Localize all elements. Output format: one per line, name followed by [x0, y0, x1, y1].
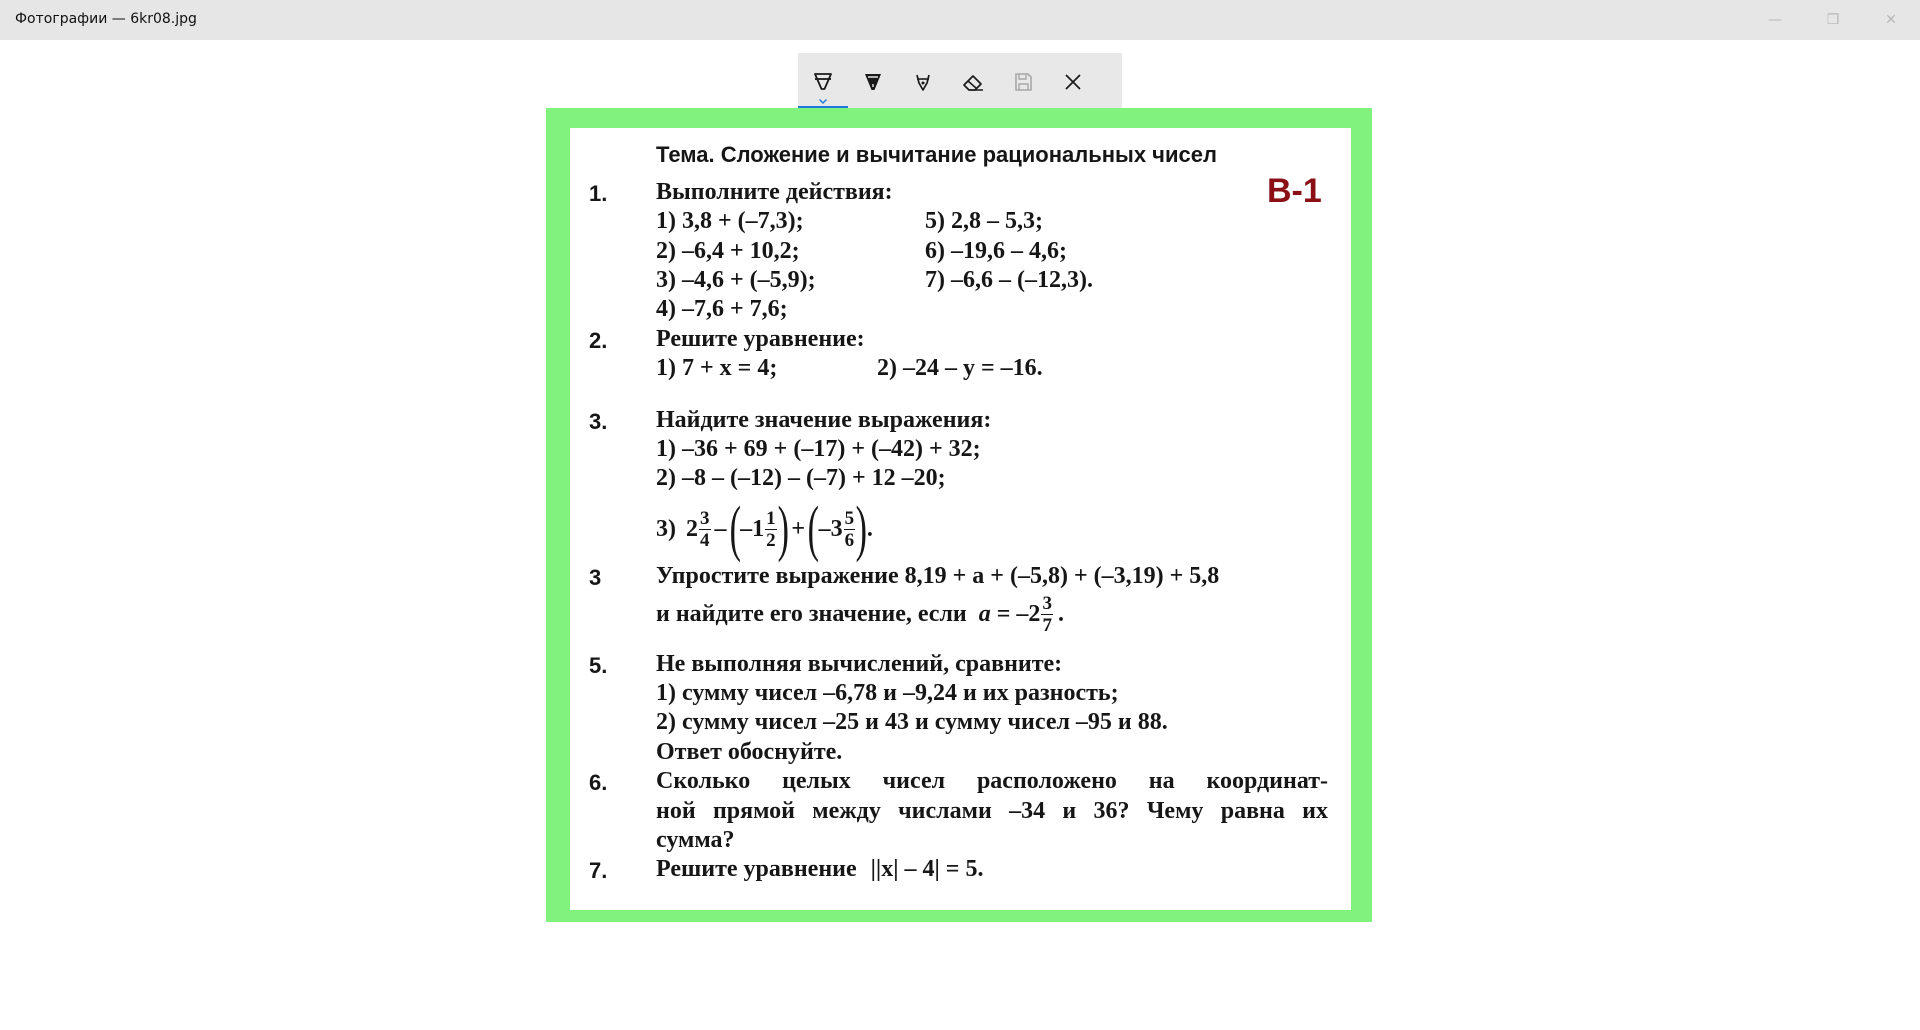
variant-label: В-1: [1267, 172, 1322, 210]
q3-item-1: 1) –36 + 69 + (–17) + (–42) + 32;: [656, 436, 981, 462]
q1-item-1: 1) 3,8 + (–7,3);: [656, 208, 804, 234]
photo-frame: [546, 108, 1372, 922]
fraction-1: [699, 508, 711, 551]
question-number-5: 5.: [589, 653, 608, 678]
question-number-2: 2.: [589, 328, 608, 353]
ballpoint-pen-icon: [812, 71, 834, 93]
paren-close-2: ): [855, 495, 868, 563]
close-icon: [1063, 72, 1083, 92]
question-number-3: 3.: [589, 409, 608, 434]
q3-text: Найдите значение выражения:: [656, 407, 992, 433]
window-title: Фотографии — 6kr08.jpg: [15, 11, 197, 27]
expression-end: .: [866, 515, 873, 542]
q2-item-2: 2) –24 – y = –16.: [877, 355, 1043, 381]
fraction-1-denominator: 4: [700, 529, 710, 551]
ballpoint-pen-button[interactable]: [798, 53, 848, 111]
q1-item-4: 4) –7,6 + 7,6;: [656, 296, 788, 322]
q6-line-2: ной прямой между числами –34 и 36? Чему равна их: [656, 798, 1328, 824]
pencil-icon: [862, 71, 884, 93]
question-number-7: 7.: [589, 858, 608, 883]
q5-line-1: Не выполняя вычислений, сравните:: [656, 651, 1063, 677]
save-icon: [1012, 71, 1034, 93]
window-controls: [1746, 0, 1920, 40]
q5-line-2: 1) сумму чисел –6,78 и –9,24 и их разность;: [656, 680, 1119, 706]
q1-item-3: 3) –4,6 + (–5,9);: [656, 267, 816, 293]
maximize-button[interactable]: ❐: [1826, 12, 1840, 28]
ink-toolbar: [798, 53, 1122, 111]
q2-item-1: 1) 7 + x = 4;: [656, 355, 778, 381]
worksheet: [570, 128, 1351, 910]
q4-fraction-numerator: 3: [1042, 592, 1052, 614]
fraction-1-numerator: 3: [700, 507, 710, 529]
mixed-whole-2: –1: [740, 515, 765, 542]
save-button[interactable]: [998, 53, 1048, 111]
calligraphy-pen-icon: [912, 71, 934, 93]
fraction-2-numerator: 1: [766, 507, 776, 529]
q4-end: .: [1057, 600, 1064, 627]
q7-text: Решите уравнение: [656, 856, 857, 882]
q3-item-2: 2) –8 – (–12) – (–7) + 12 –20;: [656, 465, 946, 491]
q6-line-1: Сколько целых чисел расположено на координат-: [656, 768, 1328, 794]
question-number-4: 3: [589, 565, 602, 590]
q1-item-6: 6) –19,6 – 4,6;: [925, 238, 1067, 264]
q4-equals: = –2: [996, 600, 1041, 627]
fraction-3: [844, 508, 856, 551]
minimize-button[interactable]: —: [1768, 12, 1782, 28]
pencil-button[interactable]: [848, 53, 898, 111]
q5-line-4: Ответ обоснуйте.: [656, 739, 843, 765]
q4-variable: a: [978, 600, 991, 627]
operator-1: –: [714, 515, 727, 542]
eraser-button[interactable]: [948, 53, 998, 111]
q1-item-5: 5) 2,8 – 5,3;: [925, 208, 1043, 234]
q4-line-2-text: и найдите его значение, если: [656, 600, 967, 627]
mixed-whole-3: –3: [818, 515, 843, 542]
q6-line-3: сумма?: [656, 827, 735, 853]
q4-fraction: [1041, 593, 1053, 636]
operator-2: +: [791, 515, 805, 542]
q7-expression: ||x| – 4| = 5.: [870, 856, 984, 882]
close-toolbar-button[interactable]: [1048, 53, 1098, 111]
close-window-button[interactable]: ✕: [1885, 12, 1897, 28]
worksheet-title: Тема. Сложение и вычитание рациональных чисел: [656, 142, 1217, 167]
q4-line-2: [656, 586, 1064, 642]
q1-text: Выполните действия:: [656, 179, 893, 205]
q3-item-3-label: 3): [656, 515, 676, 542]
paren-open-2: (: [807, 495, 820, 563]
q4-line-1: Упростите выражение 8,19 + a + (–5,8) + (–3,19) + 5,8: [656, 563, 1220, 589]
window-titlebar[interactable]: [0, 0, 1920, 40]
q2-text: Решите уравнение:: [656, 326, 865, 352]
eraser-icon: [961, 71, 985, 93]
q3-item-3: [656, 497, 873, 561]
fraction-2: [765, 508, 777, 551]
q7-line: [656, 856, 983, 883]
fraction-3-numerator: 5: [844, 507, 855, 529]
q5-line-3: 2) сумму чисел –25 и 43 и сумму чисел –95 и 88.: [656, 709, 1168, 735]
paren-open-1: (: [729, 495, 741, 563]
mixed-whole-1: 2: [686, 515, 698, 542]
photo-content: [570, 128, 1351, 910]
calligraphy-pen-button[interactable]: [898, 53, 948, 111]
fraction-2-denominator: 2: [766, 529, 776, 551]
q1-item-7: 7) –6,6 – (–12,3).: [925, 267, 1093, 293]
q1-item-2: 2) –6,4 + 10,2;: [656, 238, 800, 264]
paren-close-1: ): [777, 495, 789, 563]
q4-fraction-denominator: 7: [1042, 614, 1052, 636]
question-number-1: 1.: [589, 181, 608, 206]
chevron-down-icon: [819, 99, 827, 104]
question-number-6: 6.: [589, 770, 608, 795]
fraction-3-denominator: 6: [844, 529, 855, 551]
